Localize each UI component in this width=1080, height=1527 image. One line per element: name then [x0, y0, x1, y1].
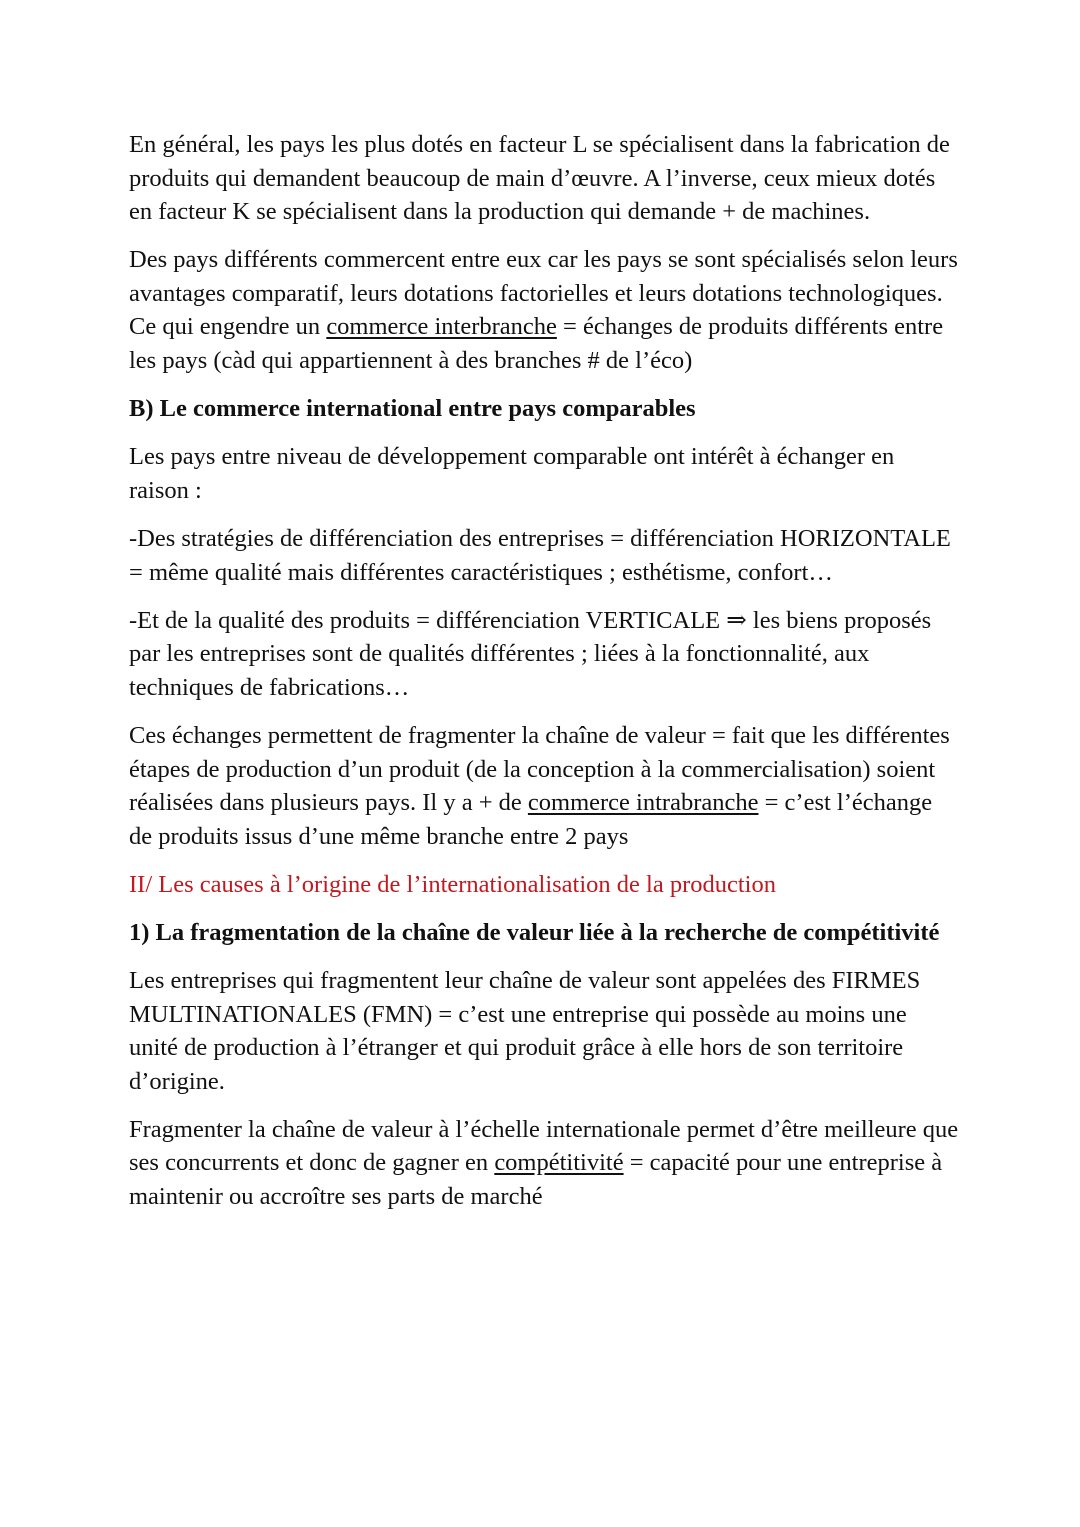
- text-segment: Des pays différents commercent entre eux car les pays se sont spécialisés selon leurs avantages comparatif, leurs dotations factorielles et leurs dotations technologiques. Ce qui engendre un: [129, 246, 958, 341]
- paragraph-competitiveness: [129, 1113, 959, 1214]
- text-segment: = capacité pour une entreprise à maintenir ou accroître ses parts de marché: [129, 1149, 943, 1211]
- paragraph-comparable-countries: Les pays entre niveau de développement comparable ont intérêt à échanger en raison :: [129, 443, 895, 504]
- text-segment: Ces échanges permettent de fragmenter la chaîne de valeur = fait que les différentes étapes de production d’un produit (de la conception à la commercialisation) soient réalisées dans plusieurs pays. Il y a + de: [129, 721, 950, 817]
- text-segment: Fragmenter la chaîne de valeur à l’échelle internationale permet d’être meilleure que ses concurrents et donc de gagner en: [129, 1115, 959, 1177]
- paragraph-value-chain: [129, 719, 959, 853]
- paragraph-factor-specialization: En général, les pays les plus dotés en facteur L se spécialisent dans la fabrication de produits qui demandent beaucoup de main d’œuvre. A l’inverse, ceux mieux dotés en facteur K se spécialisent dans la production qui demande + de machines.: [129, 131, 950, 226]
- section-heading-ii: II/ Les causes à l’origine de l’internationalisation de la production: [129, 870, 776, 898]
- paragraph-vertical-differentiation: -Et de la qualité des produits = différenciation VERTICALE ⇒ les biens proposés par les entreprises sont de qualités différentes ; liées à la fonctionnalité, aux techniques de fabrications…: [129, 606, 932, 701]
- heading-1: 1) La fragmentation de la chaîne de valeur liée à la recherche de compétitivité: [129, 918, 940, 946]
- text-segment: = c’est l’échange de produits issus d’une même branche entre 2 pays: [129, 789, 933, 850]
- paragraph-fmn: Les entreprises qui fragmentent leur chaîne de valeur sont appelées des FIRMES MULTINATIONALES (FMN) = c’est une entreprise qui possède au moins une unité de production à l’étranger et qui produit grâce à elle hors de son territoire d’origine.: [129, 966, 921, 1095]
- text-segment: = échanges de produits différents entre les pays (càd qui appartiennent à des branches # de l’éco): [129, 313, 944, 375]
- term-commerce-intrabranche: commerce intrabranche: [527, 789, 759, 817]
- document-page: [129, 128, 959, 1228]
- paragraph-horizontal-differentiation: -Des stratégies de différenciation des entreprises = différenciation HORIZONTALE = même qualité mais différentes caractéristiques ; esthétisme, confort…: [129, 524, 951, 586]
- heading-b: B) Le commerce international entre pays comparables: [129, 395, 696, 423]
- term-competitivite: compétitivité: [494, 1149, 624, 1177]
- term-commerce-interbranche: commerce interbranche: [326, 313, 557, 341]
- paragraph-interbranch-trade: [129, 243, 959, 377]
